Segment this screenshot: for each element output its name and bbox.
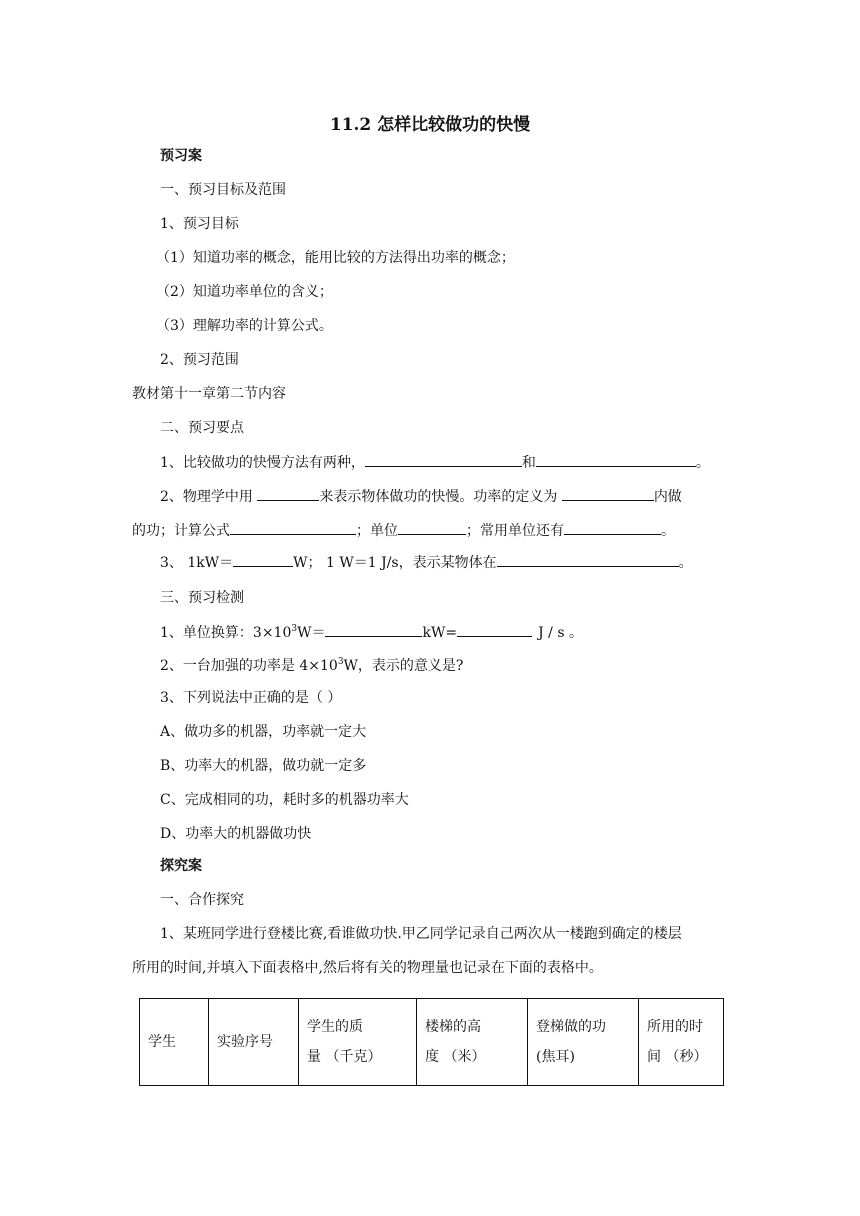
check-question-3: 3、下列说法中正确的是（ ） <box>160 690 342 706</box>
header-work: 登梯做的功 (焦耳) <box>528 999 639 1086</box>
goal-2: （2）知道功率单位的含义； <box>156 284 333 300</box>
answer-blank[interactable] <box>325 622 422 637</box>
answer-blank[interactable] <box>257 486 319 501</box>
document-title: 11.2 怎样比较做功的快慢 <box>329 115 531 135</box>
header-height: 楼梯的高 度 （米） <box>417 999 528 1086</box>
answer-blank[interactable] <box>365 452 522 467</box>
section-cooperative-inquiry: 一、合作探究 <box>160 892 244 908</box>
answer-blank[interactable] <box>233 552 293 567</box>
key-point-2: 2、物理学中用 来表示物体做功的快慢。功率的定义为 内做 <box>160 486 682 507</box>
answer-blank[interactable] <box>497 552 679 567</box>
option-a: A、做功多的机器，功率就一定大 <box>160 724 367 740</box>
section-key-points: 二、预习要点 <box>160 420 244 436</box>
key-point-2-cont: 的功；计算公式 ；单位 ；常用单位还有 。 <box>132 520 675 541</box>
section-preview-goals: 一、预习目标及范围 <box>160 182 286 198</box>
section-check: 三、预习检测 <box>160 590 244 606</box>
key-point-3: 3、 1kW＝ W； 1 W＝1 J/s，表示某物体在 。 <box>160 552 693 573</box>
header-mass: 学生的质 量 （千克） <box>299 999 417 1086</box>
goal-3: （3）理解功率的计算公式。 <box>156 318 333 334</box>
key-point-1: 1、比较做功的快慢方法有两种， 和 。 <box>160 452 710 473</box>
check-question-2: 2、一台加强的功率是 $4\times 10^3W$，表示的意义是? <box>160 657 464 674</box>
answer-blank[interactable] <box>398 520 466 535</box>
data-table <box>139 998 724 1086</box>
header-trial-number: 实验序号 <box>209 999 299 1086</box>
option-b: B、功率大的机器，做功就一定多 <box>160 758 367 774</box>
preview-heading: 预习案 <box>160 148 202 164</box>
subsection-range: 2、预习范围 <box>160 352 239 368</box>
check-question-1: 1、单位换算：$3\times 10^3W= kW= J / s$ 。 <box>160 624 583 641</box>
subsection-goals: 1、预习目标 <box>160 216 239 232</box>
answer-blank[interactable] <box>536 452 696 467</box>
header-time: 所用的时 间 （秒） <box>639 999 724 1086</box>
answer-blank[interactable] <box>457 622 532 637</box>
option-d: D、功率大的机器做功快 <box>160 826 312 842</box>
answer-blank[interactable] <box>564 520 661 535</box>
header-student: 学生 <box>140 999 209 1086</box>
inquiry-paragraph-line1: 1、某班同学进行登楼比赛,看谁做功快.甲乙同学记录自己两次从一楼跑到确定的楼层 <box>160 926 682 942</box>
goal-1: （1）知道功率的概念，能用比较的方法得出功率的概念； <box>156 250 515 266</box>
option-c: C、完成相同的功，耗时多的机器功率大 <box>160 792 409 808</box>
answer-blank[interactable] <box>230 520 356 535</box>
range-text: 教材第十一章第二节内容 <box>132 386 286 402</box>
inquiry-paragraph-line2: 所用的时间,并填入下面表格中,然后将有关的物理量也记录在下面的表格中。 <box>132 960 603 976</box>
answer-blank[interactable] <box>562 486 654 501</box>
table-header-row <box>140 999 724 1086</box>
explore-heading: 探究案 <box>160 858 202 874</box>
